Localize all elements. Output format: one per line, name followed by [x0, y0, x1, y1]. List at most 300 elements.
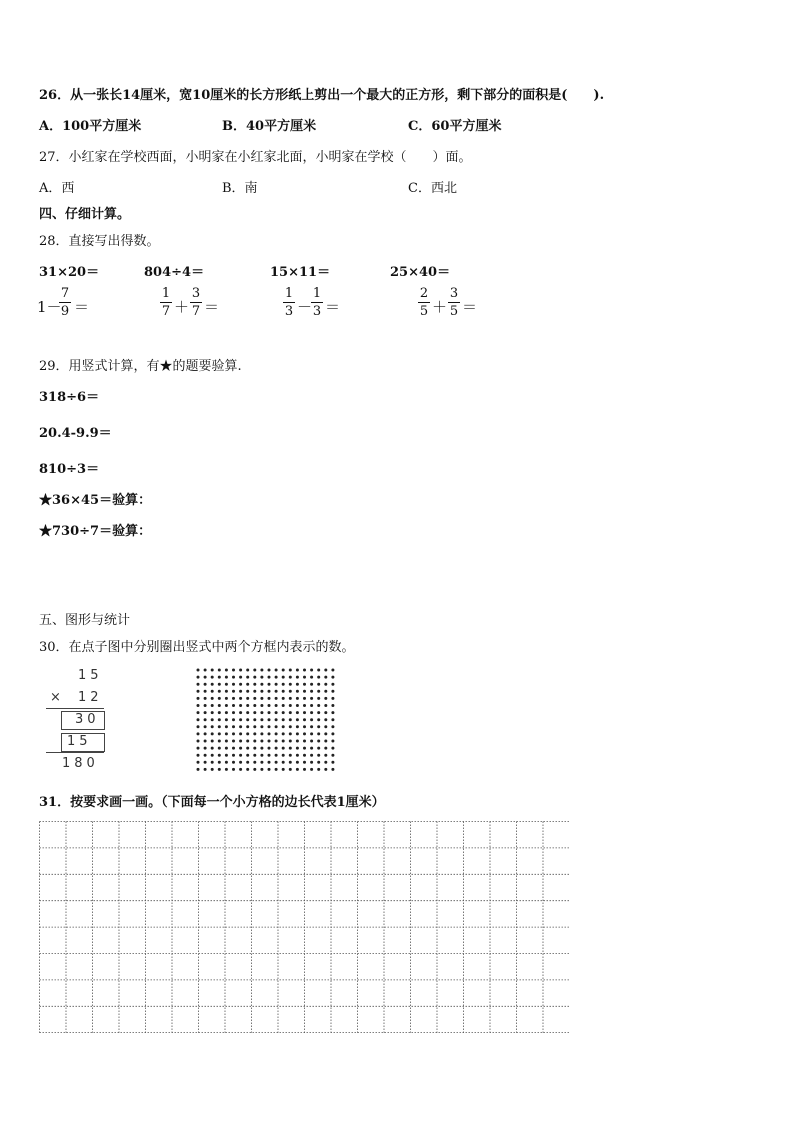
dot	[246, 697, 249, 700]
dot	[268, 704, 271, 707]
dot	[253, 690, 256, 693]
q29-item-4: ★36×45＝验算：	[39, 493, 152, 508]
dot	[324, 768, 327, 771]
dot	[218, 683, 221, 686]
dot	[275, 740, 278, 743]
dot	[296, 711, 299, 714]
dot	[317, 711, 320, 714]
denominator: 3	[312, 304, 322, 319]
dot	[324, 761, 327, 764]
dot	[296, 725, 299, 728]
dot	[239, 683, 242, 686]
dot	[289, 683, 292, 686]
dot	[232, 683, 235, 686]
dot	[331, 768, 334, 771]
partial-product-2: 15	[67, 734, 92, 749]
dot	[218, 676, 221, 679]
q26-stem: 26．从一张长14厘米，宽10厘米的长方形纸上剪出一个最大的正方形，剩下部分的面积是( ).	[39, 88, 605, 103]
dot	[232, 669, 235, 672]
dot	[289, 740, 292, 743]
dot	[331, 676, 334, 679]
dot	[204, 669, 207, 672]
dot	[253, 732, 256, 735]
dot	[324, 740, 327, 743]
fraction	[418, 286, 430, 319]
dot	[303, 676, 306, 679]
dot	[275, 697, 278, 700]
dot	[204, 747, 207, 750]
dot	[225, 683, 228, 686]
dot	[331, 669, 334, 672]
dot	[268, 676, 271, 679]
dot	[289, 697, 292, 700]
dot	[289, 768, 292, 771]
times-sign: ×	[50, 690, 65, 705]
dot	[225, 754, 228, 757]
dot	[289, 732, 292, 735]
dot	[260, 732, 263, 735]
partial-product-1: 30	[75, 712, 100, 727]
dot	[253, 740, 256, 743]
dot	[218, 740, 221, 743]
dot	[275, 768, 278, 771]
dot	[324, 704, 327, 707]
dot	[317, 683, 320, 686]
dot	[260, 683, 263, 686]
dot	[204, 704, 207, 707]
dot	[324, 732, 327, 735]
operator: ＋	[432, 298, 448, 316]
dot	[197, 683, 200, 686]
q27-option-b: B．南	[222, 181, 258, 196]
dot	[253, 747, 256, 750]
dot	[204, 732, 207, 735]
dot	[225, 718, 228, 721]
dot	[268, 740, 271, 743]
dot	[303, 761, 306, 764]
dot	[218, 725, 221, 728]
dot	[225, 669, 228, 672]
denominator: 9	[60, 304, 70, 319]
dot	[239, 711, 242, 714]
fraction	[311, 286, 323, 319]
dot	[310, 676, 313, 679]
denominator: 7	[191, 304, 201, 319]
dot	[296, 768, 299, 771]
dot	[289, 761, 292, 764]
dot	[282, 697, 285, 700]
dot	[232, 704, 235, 707]
dot	[317, 669, 320, 672]
dot	[197, 768, 200, 771]
dot	[289, 690, 292, 693]
dot	[232, 732, 235, 735]
dot	[225, 732, 228, 735]
dot	[225, 747, 228, 750]
dot	[310, 718, 313, 721]
dot	[225, 768, 228, 771]
dot	[232, 711, 235, 714]
dot	[275, 704, 278, 707]
dot	[232, 754, 235, 757]
dot	[317, 718, 320, 721]
dot	[253, 669, 256, 672]
dot	[317, 768, 320, 771]
dot	[246, 704, 249, 707]
numerator: 3	[449, 286, 459, 301]
dot	[317, 690, 320, 693]
dot	[303, 690, 306, 693]
dot	[324, 669, 327, 672]
dot	[282, 732, 285, 735]
numerator: 1	[284, 286, 294, 301]
dot	[211, 683, 214, 686]
dot	[289, 711, 292, 714]
dot	[218, 669, 221, 672]
dot	[282, 683, 285, 686]
multiplier: 12	[78, 690, 103, 705]
dot	[218, 761, 221, 764]
dot	[282, 711, 285, 714]
dot	[296, 732, 299, 735]
dot	[246, 718, 249, 721]
dot	[310, 754, 313, 757]
dot	[296, 740, 299, 743]
dot	[275, 676, 278, 679]
dot	[197, 669, 200, 672]
fraction	[190, 286, 202, 319]
dot	[310, 669, 313, 672]
dot	[232, 676, 235, 679]
dot	[218, 690, 221, 693]
dot	[331, 718, 334, 721]
dot	[303, 683, 306, 686]
dot	[268, 768, 271, 771]
dot	[225, 697, 228, 700]
q29-item-2: 20.4-9.9＝	[39, 426, 112, 441]
dot	[331, 704, 334, 707]
dot	[324, 690, 327, 693]
dot	[239, 704, 242, 707]
dot	[232, 768, 235, 771]
dot	[324, 683, 327, 686]
dot	[218, 768, 221, 771]
dot	[204, 761, 207, 764]
dot	[232, 740, 235, 743]
dot	[289, 754, 292, 757]
dot	[268, 754, 271, 757]
dot	[239, 740, 242, 743]
dot	[268, 683, 271, 686]
dot	[253, 761, 256, 764]
dot	[239, 747, 242, 750]
dot	[310, 690, 313, 693]
dot	[197, 704, 200, 707]
dot	[239, 690, 242, 693]
dot	[268, 711, 271, 714]
numerator: 7	[60, 286, 70, 301]
dot	[296, 669, 299, 672]
dot	[211, 740, 214, 743]
dot	[282, 676, 285, 679]
dot	[275, 690, 278, 693]
dot	[253, 697, 256, 700]
dot	[211, 690, 214, 693]
q29-item-5: ★730÷7＝验算：	[39, 524, 152, 539]
dot	[204, 740, 207, 743]
dot	[310, 732, 313, 735]
dot	[317, 704, 320, 707]
dot	[282, 704, 285, 707]
dot	[246, 754, 249, 757]
dot	[218, 704, 221, 707]
dot	[260, 725, 263, 728]
dot	[197, 754, 200, 757]
q26-option-c: C．60平方厘米	[408, 119, 502, 134]
dot	[197, 725, 200, 728]
equals-sign: ＝	[74, 298, 90, 316]
dot	[275, 754, 278, 757]
dot	[275, 711, 278, 714]
dot	[310, 768, 313, 771]
dot	[324, 697, 327, 700]
dot	[303, 704, 306, 707]
dot	[232, 718, 235, 721]
dot	[317, 676, 320, 679]
dot	[303, 754, 306, 757]
dot	[260, 740, 263, 743]
fraction-lead: 1－	[37, 298, 62, 316]
dot	[260, 718, 263, 721]
numerator: 1	[161, 286, 171, 301]
dot	[268, 725, 271, 728]
q28-expr-1: 31×20＝	[39, 265, 100, 280]
dot	[303, 732, 306, 735]
dot	[275, 669, 278, 672]
dot	[204, 711, 207, 714]
dot	[310, 711, 313, 714]
dot	[331, 732, 334, 735]
dot	[204, 697, 207, 700]
q26-option-b: B．40平方厘米	[222, 119, 317, 134]
denominator: 5	[449, 304, 459, 319]
dot	[296, 754, 299, 757]
dot	[289, 669, 292, 672]
dot	[282, 725, 285, 728]
dot	[225, 740, 228, 743]
dot	[211, 747, 214, 750]
numerator: 2	[419, 286, 429, 301]
dot	[204, 718, 207, 721]
dot	[260, 669, 263, 672]
dot	[260, 704, 263, 707]
dot	[317, 754, 320, 757]
dot	[310, 683, 313, 686]
dot	[268, 732, 271, 735]
dot	[282, 747, 285, 750]
dot	[331, 690, 334, 693]
dot	[211, 704, 214, 707]
dot	[324, 718, 327, 721]
dot	[303, 725, 306, 728]
divider-line	[46, 708, 104, 709]
dot	[197, 676, 200, 679]
dot	[331, 697, 334, 700]
dot	[225, 711, 228, 714]
dot	[260, 761, 263, 764]
dot	[317, 747, 320, 750]
dot	[218, 754, 221, 757]
dot	[246, 669, 249, 672]
dot	[197, 740, 200, 743]
dot	[246, 683, 249, 686]
operator: －	[297, 298, 313, 316]
dot	[268, 697, 271, 700]
dot	[317, 732, 320, 735]
fraction	[59, 286, 71, 319]
numerator: 3	[191, 286, 201, 301]
q27-option-a: A．西	[39, 181, 75, 196]
dot	[289, 747, 292, 750]
denominator: 3	[284, 304, 294, 319]
dot	[211, 711, 214, 714]
dot	[310, 725, 313, 728]
q27-option-c: C．西北	[408, 181, 457, 196]
dot	[282, 768, 285, 771]
dot	[310, 704, 313, 707]
dot	[218, 718, 221, 721]
dot	[275, 725, 278, 728]
dot	[253, 725, 256, 728]
dot	[289, 718, 292, 721]
equals-sign: ＝	[325, 298, 341, 316]
dot	[232, 697, 235, 700]
dot	[218, 697, 221, 700]
dot	[232, 725, 235, 728]
dot	[268, 718, 271, 721]
numerator: 1	[312, 286, 322, 301]
dot	[331, 683, 334, 686]
dot	[268, 690, 271, 693]
dot	[317, 761, 320, 764]
dot	[310, 761, 313, 764]
dot	[331, 711, 334, 714]
denominator: 7	[161, 304, 171, 319]
dot	[239, 669, 242, 672]
dot	[275, 747, 278, 750]
dot	[260, 697, 263, 700]
dot	[260, 747, 263, 750]
dot	[239, 697, 242, 700]
dot	[211, 718, 214, 721]
dot	[197, 690, 200, 693]
dot	[303, 768, 306, 771]
dot	[218, 747, 221, 750]
operator: ＋	[174, 298, 190, 316]
q28-stem: 28．直接写出得数。	[39, 234, 160, 249]
dot	[197, 718, 200, 721]
dot	[204, 690, 207, 693]
q28-expr-4: 25×40＝	[390, 265, 451, 280]
dot	[331, 740, 334, 743]
dot	[331, 761, 334, 764]
dot	[253, 683, 256, 686]
dot	[260, 754, 263, 757]
dot	[260, 690, 263, 693]
dot	[282, 718, 285, 721]
dot	[232, 690, 235, 693]
dot	[232, 747, 235, 750]
dot	[204, 754, 207, 757]
dot	[331, 747, 334, 750]
dot	[324, 747, 327, 750]
dot	[275, 718, 278, 721]
dot	[275, 732, 278, 735]
q29-stem: 29．用竖式计算，有★的题要验算.	[39, 359, 242, 374]
dot	[239, 718, 242, 721]
section-5-heading: 五、图形与统计	[39, 613, 131, 628]
dot	[211, 754, 214, 757]
dot	[324, 754, 327, 757]
dot	[225, 690, 228, 693]
equals-sign: ＝	[462, 298, 478, 316]
dot	[324, 725, 327, 728]
dot	[268, 747, 271, 750]
dot	[275, 761, 278, 764]
divider-line	[46, 752, 104, 753]
dot	[246, 690, 249, 693]
dot	[197, 697, 200, 700]
dot	[253, 711, 256, 714]
dot	[246, 768, 249, 771]
q30-stem: 30．在点子图中分别圈出竖式中两个方框内表示的数。	[39, 640, 355, 655]
dot	[246, 761, 249, 764]
dot	[204, 683, 207, 686]
q28-expr-3: 15×11＝	[270, 265, 331, 280]
dot	[289, 704, 292, 707]
denominator: 5	[419, 304, 429, 319]
fraction	[448, 286, 460, 319]
dot	[232, 761, 235, 764]
dot	[282, 669, 285, 672]
product: 180	[62, 756, 99, 771]
dot	[211, 732, 214, 735]
fraction	[283, 286, 295, 319]
dot	[211, 768, 214, 771]
dot	[253, 704, 256, 707]
dot	[303, 711, 306, 714]
dot	[225, 676, 228, 679]
dot	[239, 761, 242, 764]
dot	[211, 697, 214, 700]
dot	[324, 711, 327, 714]
dot	[197, 711, 200, 714]
dot	[317, 697, 320, 700]
dot	[204, 725, 207, 728]
dot	[289, 676, 292, 679]
dot	[260, 676, 263, 679]
dot	[225, 761, 228, 764]
dot	[239, 676, 242, 679]
dot	[268, 669, 271, 672]
section-4-heading: 四、仔细计算。	[39, 207, 131, 222]
dot	[197, 732, 200, 735]
dot	[303, 718, 306, 721]
dot	[282, 740, 285, 743]
dot	[275, 683, 278, 686]
dot	[225, 725, 228, 728]
dot	[253, 768, 256, 771]
